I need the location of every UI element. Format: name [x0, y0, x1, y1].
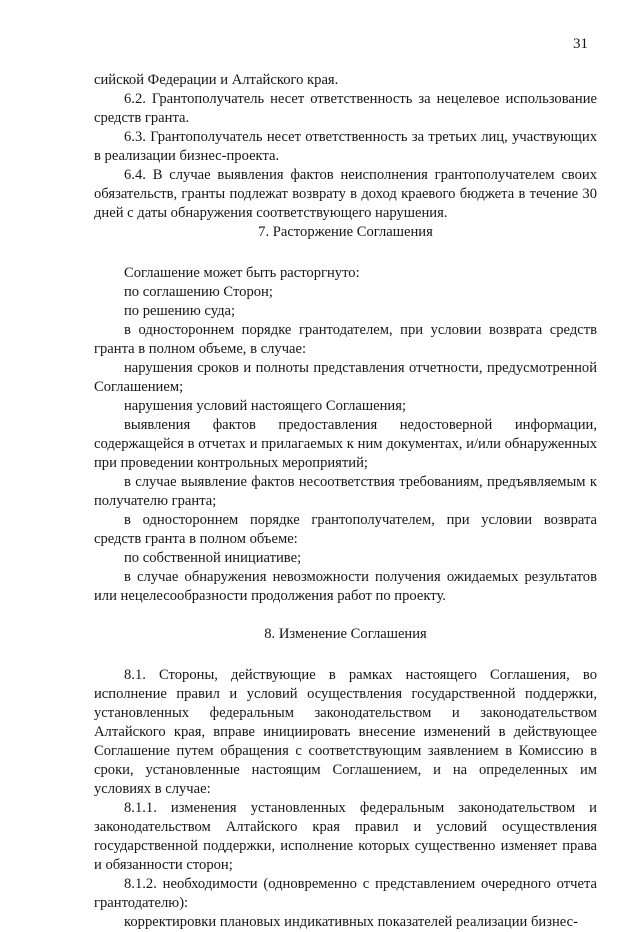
paragraph-8-1-2: 8.1.2. необходимости (одновременно с представлением очередного отчета грантодателю):	[94, 876, 597, 911]
section-7-item: по собственной инициативе;	[124, 550, 302, 566]
section-8-heading: 8. Изменение Соглашения	[264, 626, 427, 642]
spacer	[94, 606, 597, 625]
section-7-item: выявления фактов предоставления недостоверной информации, содержащейся в отчетах и прилагаемых к ним документах, и/или обнаруженных при проведении контрольных мероприятий;	[94, 417, 597, 471]
spacer	[94, 644, 597, 666]
section-7-heading: 7. Расторжение Соглашения	[258, 224, 433, 240]
spacer	[94, 242, 597, 264]
section-7-item: в случае выявление фактов несоответствия требованиям, предъявляемым к получателю гранта;	[94, 474, 597, 509]
section-7-item: в одностороннем порядке грантодателем, при условии возврата средств гранта в полном объеме, в случае:	[94, 322, 597, 357]
document-body	[94, 71, 597, 932]
paragraph-last: корректировки плановых индикативных показателей реализации бизнес-	[124, 914, 578, 930]
paragraph-6-3: 6.3. Грантополучатель несет ответственность за третьих лиц, участвующих в реализации бизнес-проекта.	[94, 129, 597, 164]
section-7-item: в случае обнаружения невозможности получения ожидаемых результатов или нецелесообразности продолжения работ по проекту.	[94, 569, 597, 604]
section-7-item: в одностороннем порядке грантополучателем, при условии возврата средств гранта в полном объеме:	[94, 512, 597, 547]
section-7-item: Соглашение может быть расторгнуто:	[124, 265, 360, 281]
section-7-item: нарушения сроков и полноты представления отчетности, предусмотренной Соглашением;	[94, 360, 597, 395]
paragraph-8-1-1: 8.1.1. изменения установленных федеральным законодательством и законодательством Алтайского края правил и условий осуществления государственной поддержки, исполнение которых существенно изменяет права и обязанности сторон;	[94, 800, 597, 873]
continuation-text: сийской Федерации и Алтайского края.	[94, 72, 339, 88]
paragraph-6-2: 6.2. Грантополучатель несет ответственность за нецелевое использование средств гранта.	[94, 91, 597, 126]
paragraph-6-4: 6.4. В случае выявления фактов неисполнения грантополучателем своих обязательств, гранты подлежат возврату в доход краевого бюджета в течение 30 дней с даты обнаружения соответствующего нарушения.	[94, 167, 597, 221]
paragraph-8-1: 8.1. Стороны, действующие в рамках настоящего Соглашения, во исполнение правил и условий осуществления государственной поддержки, установленных федеральным законодательством и законодательством Алтайского края, вправе инициировать внесение изменений в действующее Соглашение путем обращения с соответствующим заявлением в Комиссию в сроки, установленные настоящим Соглашением, и на определенных им условиях в случае:	[94, 667, 597, 797]
section-7-item: по решению суда;	[124, 303, 236, 319]
section-7-item: нарушения условий настоящего Соглашения;	[124, 398, 406, 414]
section-7-item: по соглашению Сторон;	[124, 284, 273, 300]
page-number: 31	[573, 36, 588, 52]
